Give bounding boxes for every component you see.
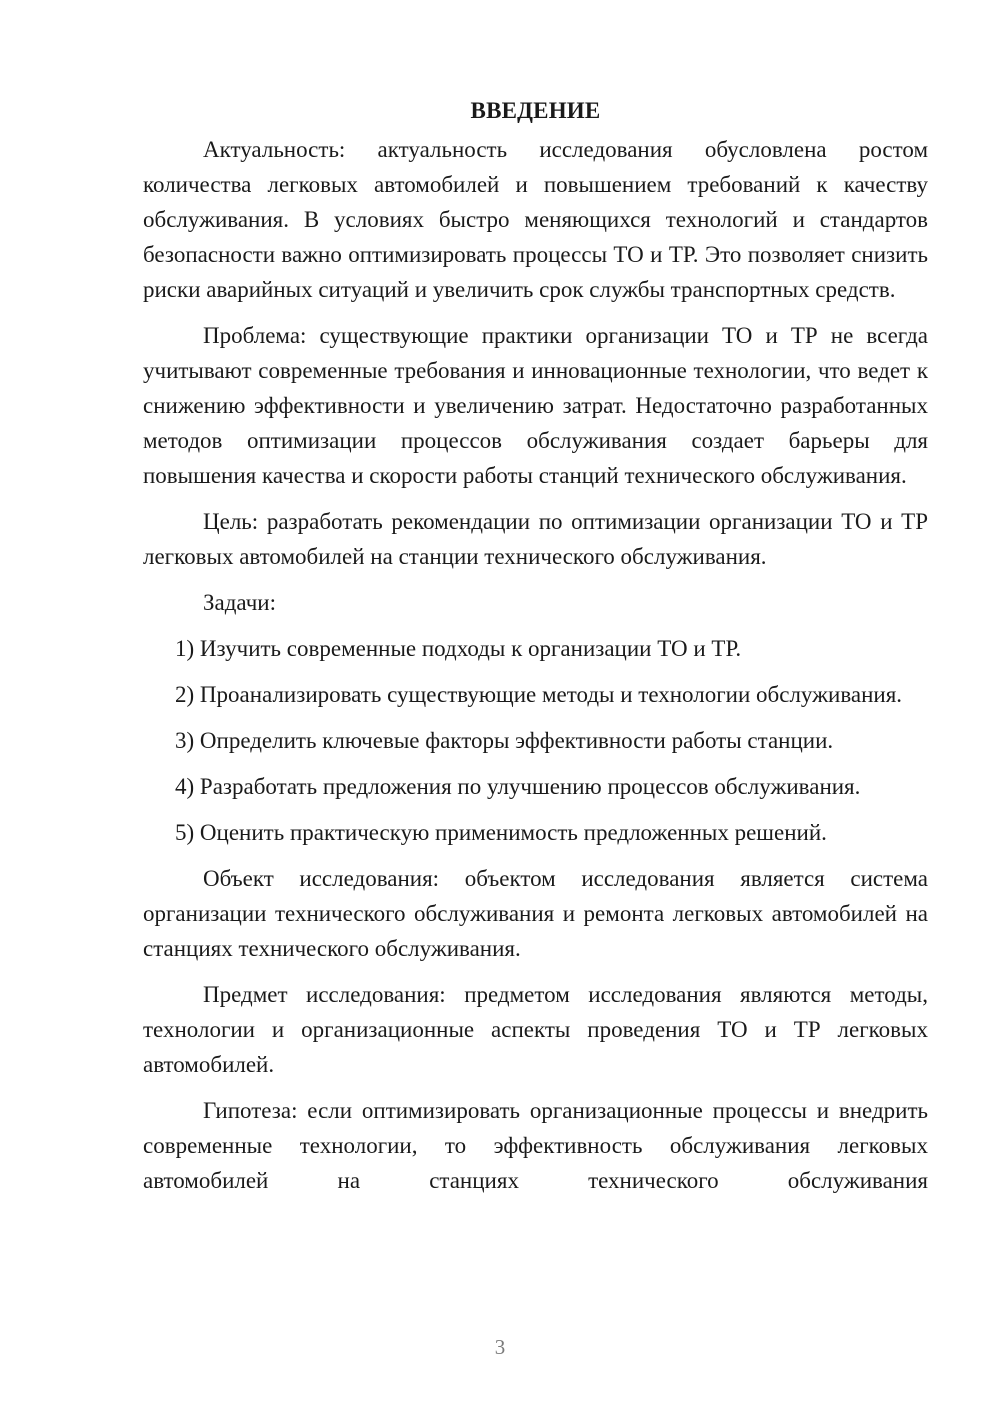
section-title: ВВЕДЕНИЕ [470,98,601,123]
task-item-3: 3) Определить ключевые факторы эффективности работы станции. [175,728,834,753]
task-item-2: 2) Проанализировать существующие методы и технологии обслуживания. [175,682,903,707]
paragraph-hypothesis: Гипотеза: если оптимизировать организационные процессы и внедрить современные технологии, то эффективность обслуживания легковых автомобилей на станциях технического обслуживания [143,1098,928,1193]
page-number: 3 [494,1335,506,1359]
paragraph-subject: Предмет исследования: предметом исследования являются методы, технологии и организационные аспекты проведения ТО и ТР легковых автомобилей. [143,982,928,1077]
task-item-4: 4) Разработать предложения по улучшению процессов обслуживания. [175,774,861,799]
task-item-1: 1) Изучить современные подходы к организации ТО и ТР. [175,636,742,661]
paragraph-goal: Цель: разработать рекомендации по оптимизации организации ТО и ТР легковых автомобилей на станции технического обслуживания. [143,509,928,569]
task-item-5: 5) Оценить практическую применимость предложенных решений. [175,820,827,845]
paragraph-tasks-heading: Задачи: [203,590,276,615]
paragraph-relevance: Актуальность: актуальность исследования обусловлена ростом количества легковых автомобилей и повышением требований к качеству обслуживания. В условиях быстро меняющихся технологий и стандартов безопасности важно оптимизировать процессы ТО и ТР. Это позволяет снизить риски аварийных ситуаций и увеличить срок службы транспортных средств. [143,137,928,302]
paragraph-object: Объект исследования: объектом исследования является система организации технического обслуживания и ремонта легковых автомобилей на станциях технического обслуживания. [143,866,928,961]
paragraph-problem: Проблема: существующие практики организации ТО и ТР не всегда учитывают современные требования и инновационные технологии, что ведет к снижению эффективности и увеличению затрат. Недостаточно разработанных методов оптимизации процессов обслуживания создает барьеры для повышения качества и скорости работы станций технического обслуживания. [143,323,928,488]
document-page [143,93,928,1209]
